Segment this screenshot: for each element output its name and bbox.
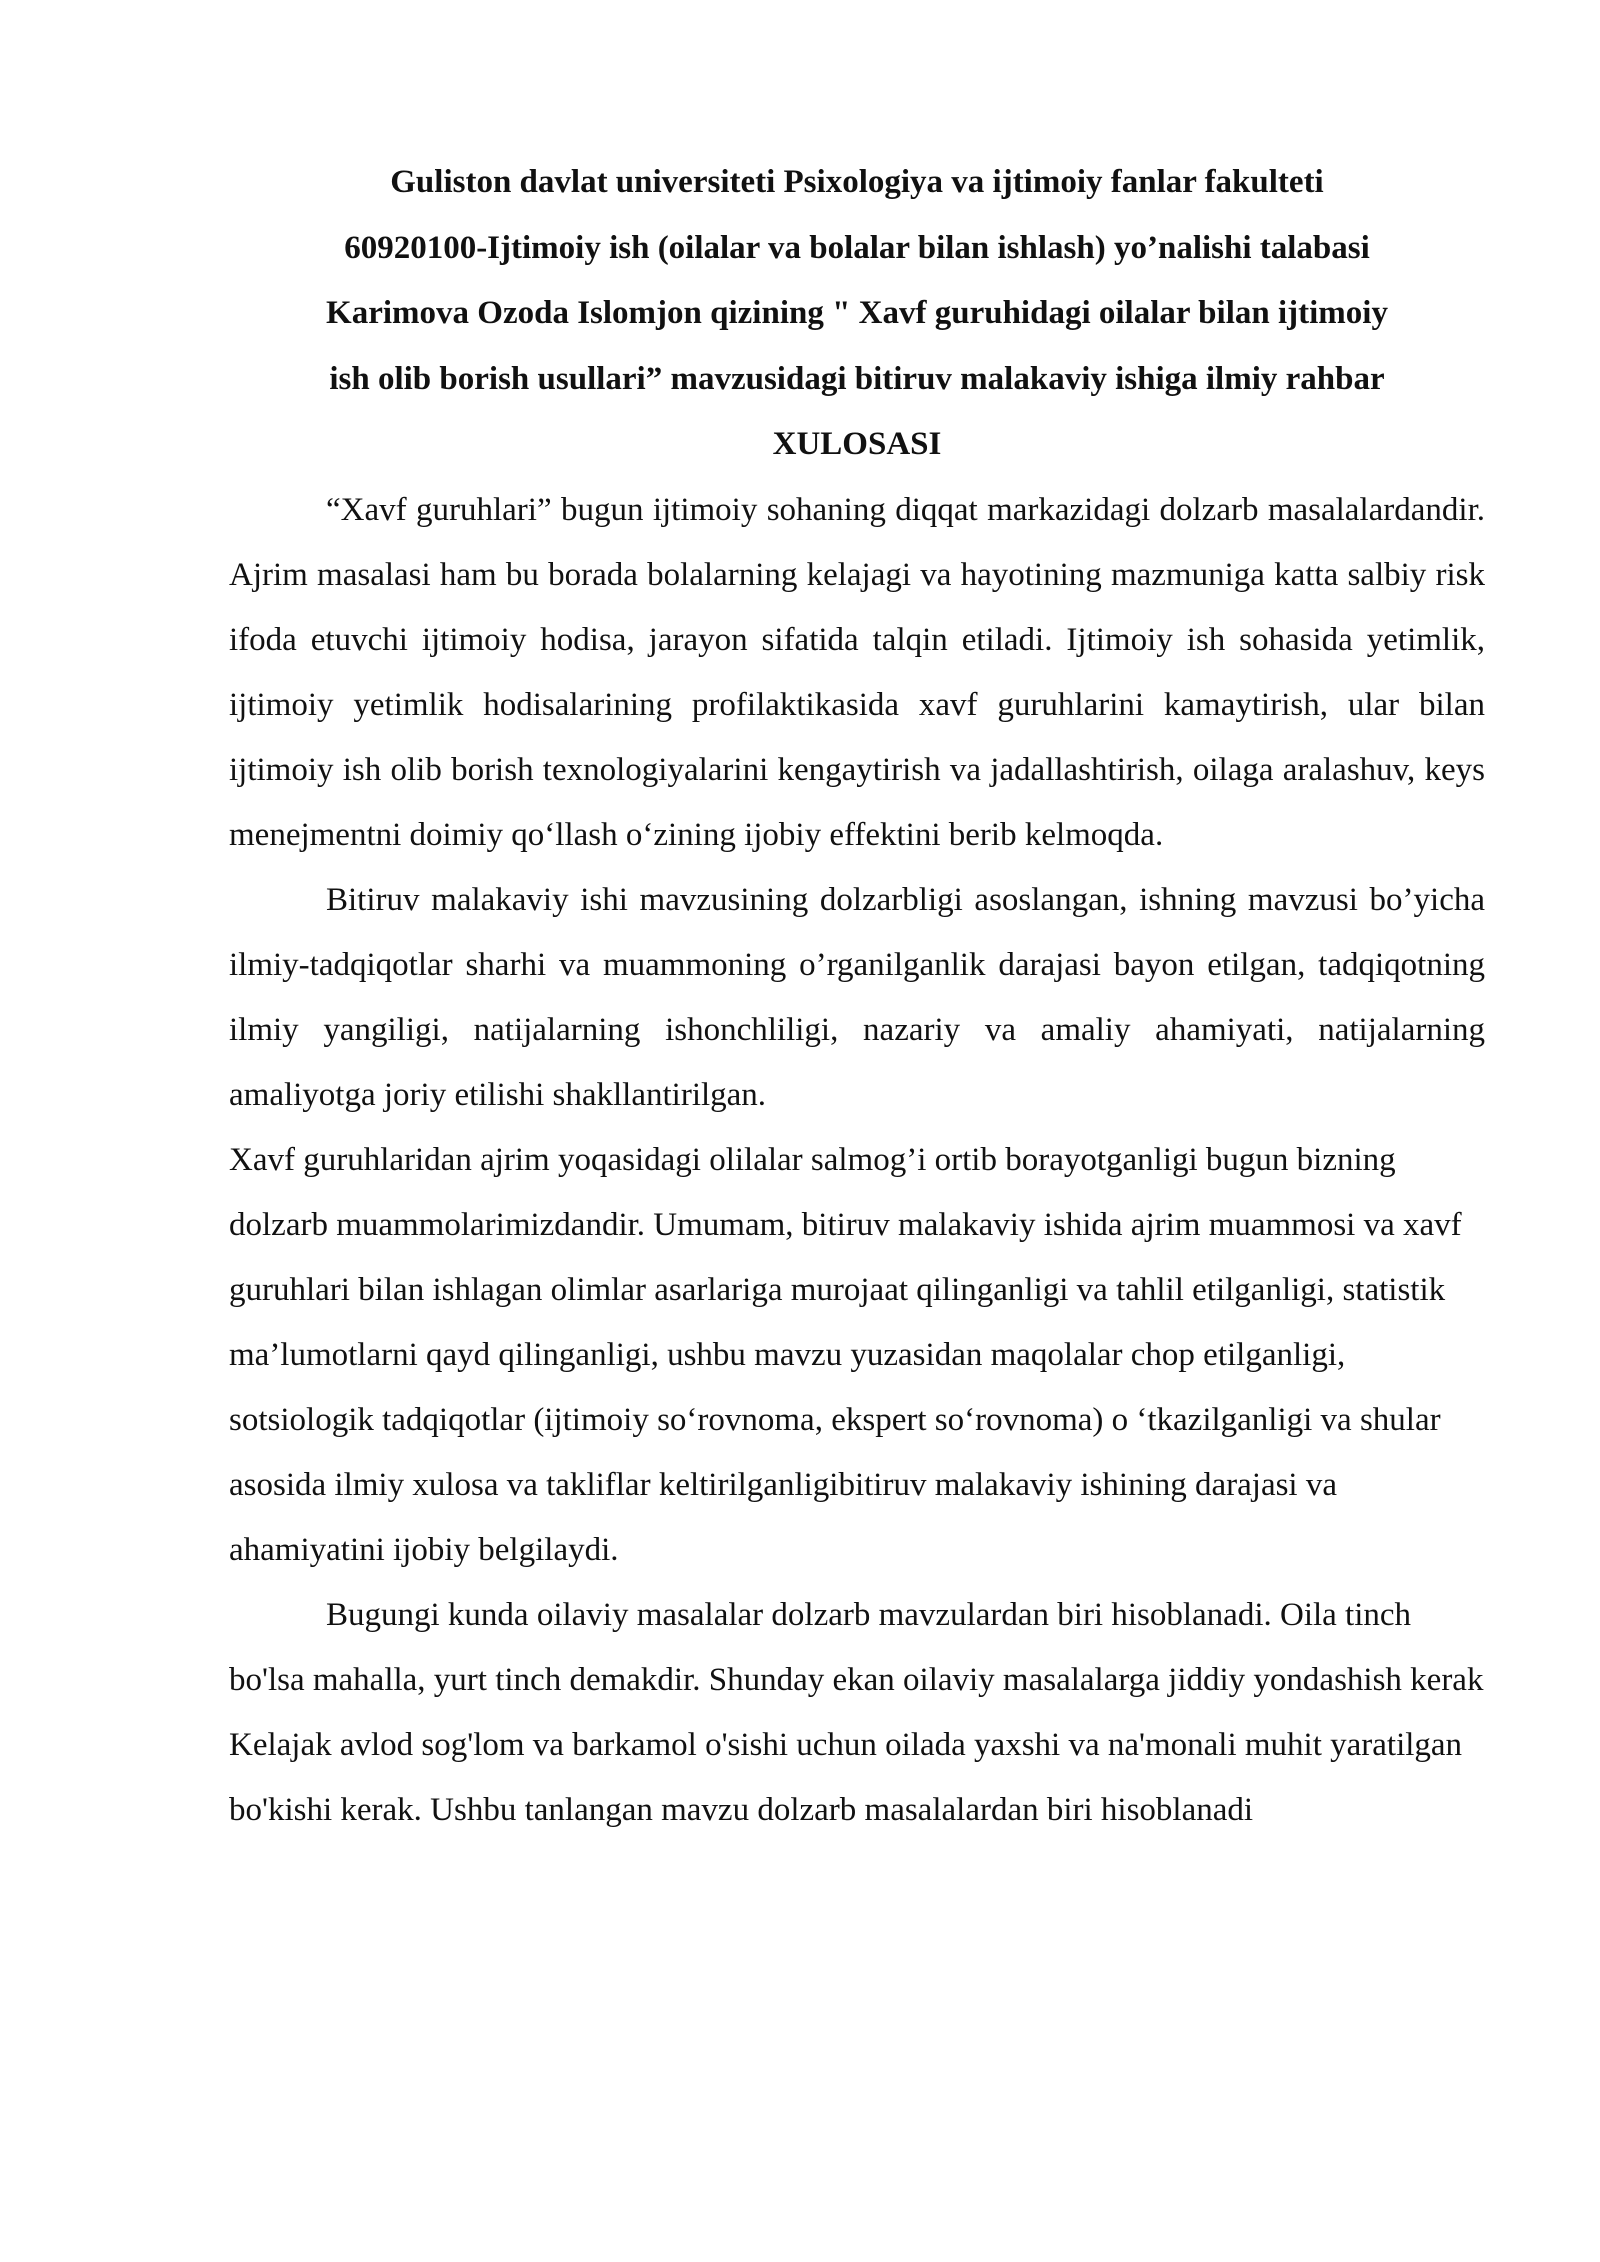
paragraph-4: Bugungi kunda oilaviy masalalar dolzarb mavzulardan biri hisoblanadi. Oila tinch bo'lsa mahalla, yurt tinch demakdir. Shunday ekan oilaviy masalalarga jiddiy yondashish kerak Kelajak avlod sog'lom va barkamol o'sishi uchun oilada yaxshi va na'monali muhit yaratilgan bo'kishi kerak. Ushbu tanlangan mavzu dolzarb masalalardan biri hisoblanadi	[229, 1596, 1484, 1828]
heading-line-1: Guliston davlat universiteti Psixologiya va ijtimoiy fanlar fakulteti	[390, 164, 1324, 200]
document-page	[229, 150, 1485, 1843]
paragraph-3: Xavf guruhlaridan ajrim yoqasidagi olilalar salmog’i ortib borayotganligi bugun bizning dolzarb muammolarimizdandir. Umumam, bitiruv malakaviy ishida ajrim muammosi va xavf guruhlari bilan ishlagan olimlar asarlariga murojaat qilinganligi va tahlil etilganligi, statistik ma’lumotlarni qayd qilinganligi, ushbu mavzu yuzasidan maqolalar chop etilganligi, sotsiologik tadqiqotlar (ijtimoiy so‘rovnoma, ekspert so‘rovnoma) o ‘tkazilganligi va shular asosida ilmiy xulosa va takliflar keltirilganligibitiruv malakaviy ishining darajasi va ahamiyatini ijobiy belgilaydi.	[229, 1141, 1462, 1568]
document-heading	[229, 150, 1485, 478]
heading-line-4: ish olib borish usullari” mavzusidagi bitiruv malakaviy ishiga ilmiy rahbar	[329, 360, 1385, 397]
paragraph-1: “Xavf guruhlari” bugun ijtimoiy sohaning diqqat markazidagi dolzarb masalalardandir. Ajrim masalasi ham bu borada bolalarning kelajagi va hayotining mazmuniga katta salbiy risk ifoda etuvchi ijtimoiy hodisa, jarayon sifatida talqin etiladi. Ijtimoiy ish sohasida yetimlik, ijtimoiy yetimlik hodisalarining profilaktikasida xavf guruhlarini kamaytirish, ular bilan ijtimoiy ish olib borish texnologiyalarini kengaytirish va jadallashtirish, oilaga aralashuv, keys menejmentni doimiy qo‘llash o‘zining ijobiy effektini berib kelmoqda.	[229, 491, 1485, 853]
document-title: XULOSASI	[772, 426, 942, 462]
heading-line-3: Karimova Ozoda Islomjon qizining " Xavf guruhidagi oilalar bilan ijtimoiy	[326, 295, 1388, 331]
heading-line-2: 60920100-Ijtimoiy ish (oilalar va bolalar bilan ishlash) yo’nalishi talabasi	[344, 229, 1370, 266]
paragraph-2: Bitiruv malakaviy ishi mavzusining dolzarbligi asoslangan, ishning mavzusi bo’yicha ilmiy-tadqiqotlar sharhi va muammoning o’rganilganlik darajasi bayon etilgan, tadqiqotning ilmiy yangiligi, natijalarning ishonchliligi, nazariy va amaliy ahamiyati, natijalarning amaliyotga joriy etilishi shakllantirilgan.	[229, 881, 1485, 1113]
